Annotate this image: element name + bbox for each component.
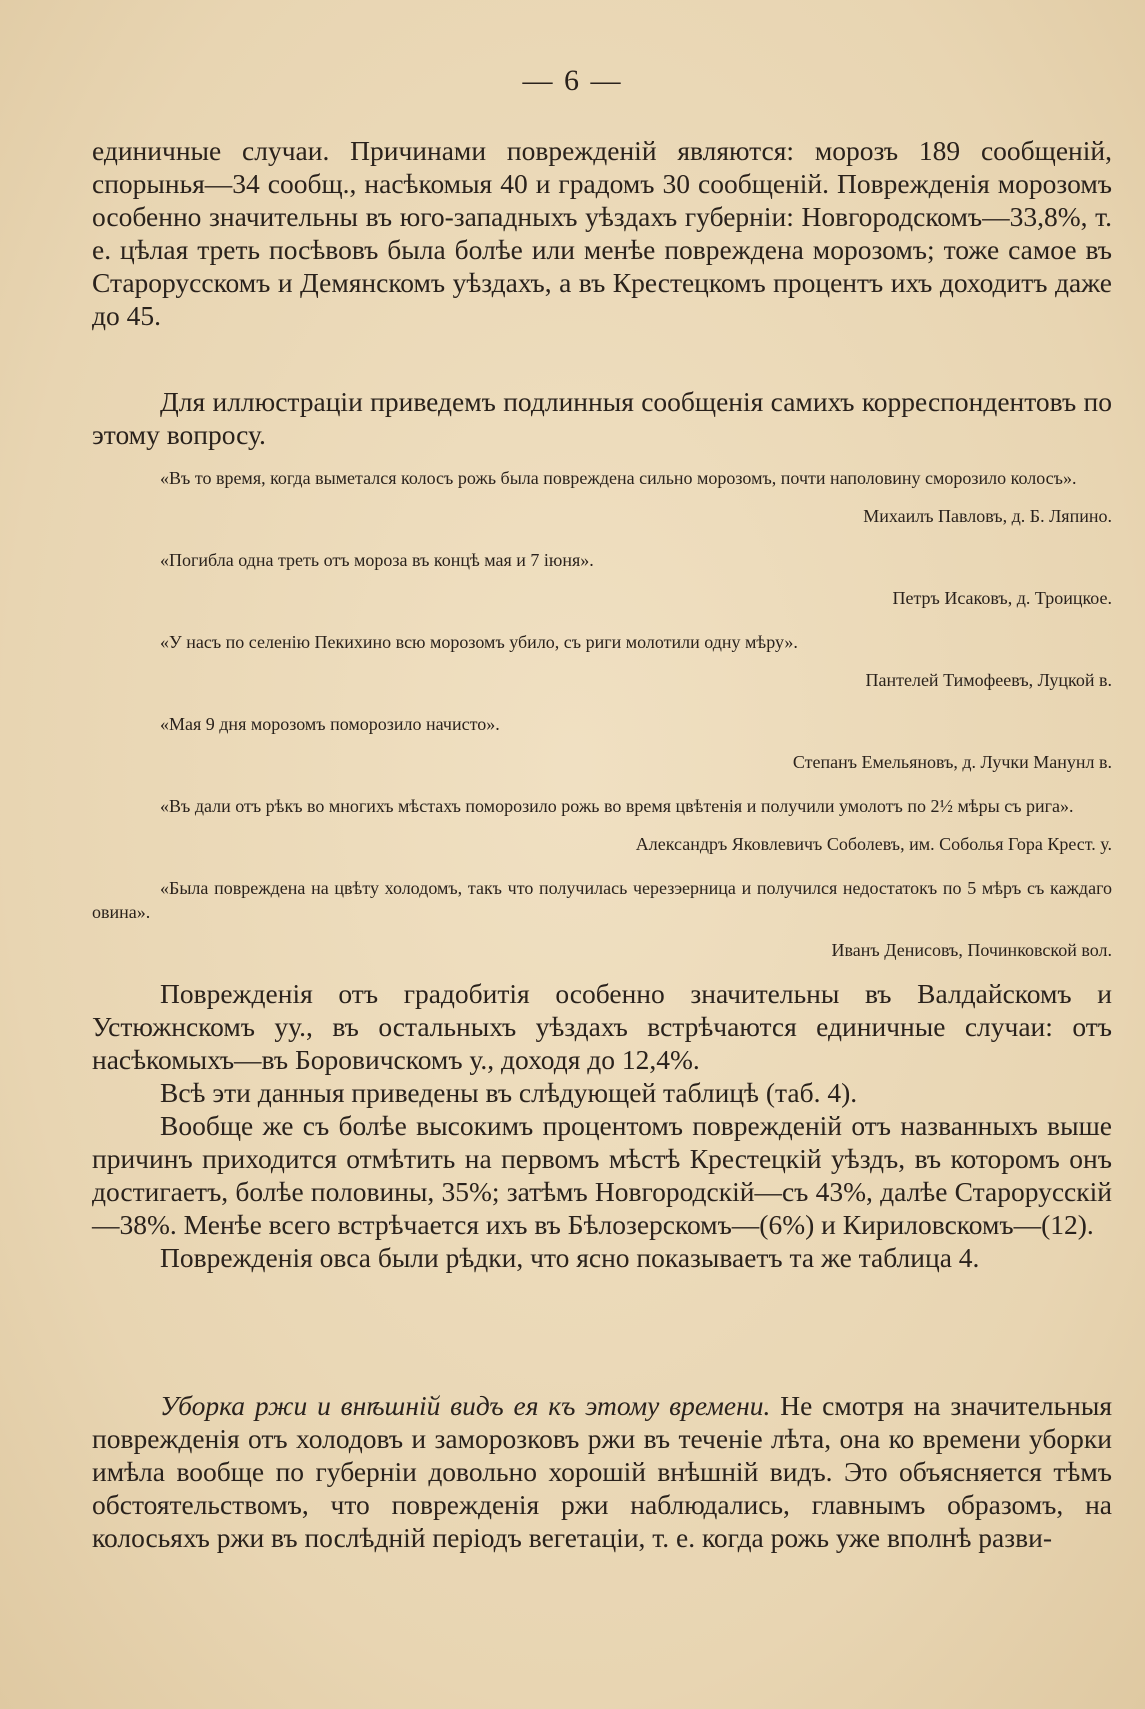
- paragraph-block-top: [92, 134, 1112, 332]
- quote-text: «Мая 9 дня морозомъ поморозило начисто».: [160, 714, 500, 734]
- quote-author: Пантелей Тимофеевъ, Луцкой в.: [865, 670, 1112, 690]
- paragraph-table-reference: Всѣ эти данныя приведены въ слѣдующей таблицѣ (таб. 4).: [160, 1077, 858, 1108]
- quote-author: Петръ Исаковъ, д. Троицкое.: [892, 588, 1112, 608]
- section-harvest: [92, 1389, 1112, 1554]
- section-body: Не смотря на значительныя поврежденія отъ холодовъ и заморозковъ ржи въ теченіе лѣта, она ко времени уборки имѣла вообще по губерніи довольно хорошій внѣшній видъ. Это объясняется тѣмъ обстоятельствомъ, что поврежденія ржи наблюдались, главнымъ образомъ, на колосьяхъ ржи въ послѣдній періодъ вегетаціи, т. е. когда рожь уже вполнѣ разви-: [92, 1390, 1112, 1553]
- quote-text: «Въ дали отъ рѣкъ во многихъ мѣстахъ поморозило рожь во время цвѣтенія и получили умолотъ по 2½ мѣры съ рига».: [160, 796, 1074, 816]
- paragraph-frost-damage: единичные случаи. Причинами поврежденій являются: морозъ 189 сообщеній, спорынья—34 сообщ., насѣкомыя 40 и градомъ 30 сообщеній. Поврежденія морозомъ особенно значительны въ юго-западныхъ уѣздахъ губерніи: Новгородскомъ—33,8%, т. е. цѣлая треть посѣвовъ была болѣе или менѣе повреждена морозомъ; тоже самое въ Старорусскомъ и Демянскомъ уѣздахъ, а въ Крестецкомъ процентъ ихъ доходитъ даже до 45.: [92, 135, 1112, 331]
- quote-text: «Въ то время, когда выметался колосъ рожь была повреждена сильно морозомъ, почти наполовину сморозило колосъ».: [160, 468, 1077, 488]
- paragraph-hail-damage: Поврежденія отъ градобитія особенно значительны въ Валдайскомъ и Устюжнскомъ уу., въ остальныхъ уѣздахъ встрѣчаются единичные случаи: отъ насѣкомыхъ—въ Боровичскомъ у., доходя до 12,4%.: [92, 978, 1112, 1075]
- paragraph-block-intro: [92, 385, 1112, 451]
- quote-item: [92, 794, 1112, 856]
- quote-item: [92, 712, 1112, 774]
- paragraph-block-middle: [92, 977, 1112, 1274]
- quote-item: [92, 876, 1112, 962]
- correspondent-quotes: [92, 466, 1112, 982]
- quote-item: [92, 548, 1112, 610]
- paragraph-harvest: [92, 1389, 1112, 1554]
- page-number: — 6 —: [522, 64, 623, 97]
- paragraph-district-percentages: Вообще же съ болѣе высокимъ процентомъ поврежденій отъ названныхъ выше причинъ приходится отмѣтить на первомъ мѣстѣ Крестецкій уѣздъ, въ которомъ онъ достигаетъ, болѣе половины, 35%; затѣмъ Новгородскій—съ 43%, далѣе Старорусскій—38%. Менѣе всего встрѣчается ихъ въ Бѣлозерскомъ—(6%) и Кириловскомъ—(12).: [92, 1110, 1112, 1240]
- quote-author: Иванъ Денисовъ, Починковской вол.: [831, 940, 1112, 960]
- paragraph-illustration-intro: Для иллюстраціи приведемъ подлинныя сообщенія самихъ корреспондентовъ по этому вопросу.: [92, 386, 1112, 450]
- quote-text: «У насъ по селенію Пекихино всю морозомъ убило, съ риги молотили одну мѣру».: [160, 632, 798, 652]
- paragraph-oats-damage: Поврежденія овса были рѣдки, что ясно показываетъ та же таблица 4.: [160, 1242, 980, 1273]
- section-heading: Уборка ржи и внѣшній видъ ея къ этому времени.: [160, 1390, 771, 1421]
- quote-author: Александръ Яковлевичъ Соболевъ, им. Соболья Гора Крест. у.: [635, 834, 1112, 854]
- quote-author: Степанъ Емельяновъ, д. Лучки Манунл в.: [792, 752, 1112, 772]
- quote-text: «Была повреждена на цвѣту холодомъ, такъ что получилась черезэерница и получился недостатокъ по 5 мѣръ съ каждаго овина».: [92, 878, 1112, 922]
- quote-author: Михаилъ Павловъ, д. Б. Ляпино.: [863, 506, 1112, 526]
- quote-item: [92, 630, 1112, 692]
- quote-item: [92, 466, 1112, 528]
- quote-text: «Погибла одна треть отъ мороза въ концѣ мая и 7 іюня».: [160, 550, 594, 570]
